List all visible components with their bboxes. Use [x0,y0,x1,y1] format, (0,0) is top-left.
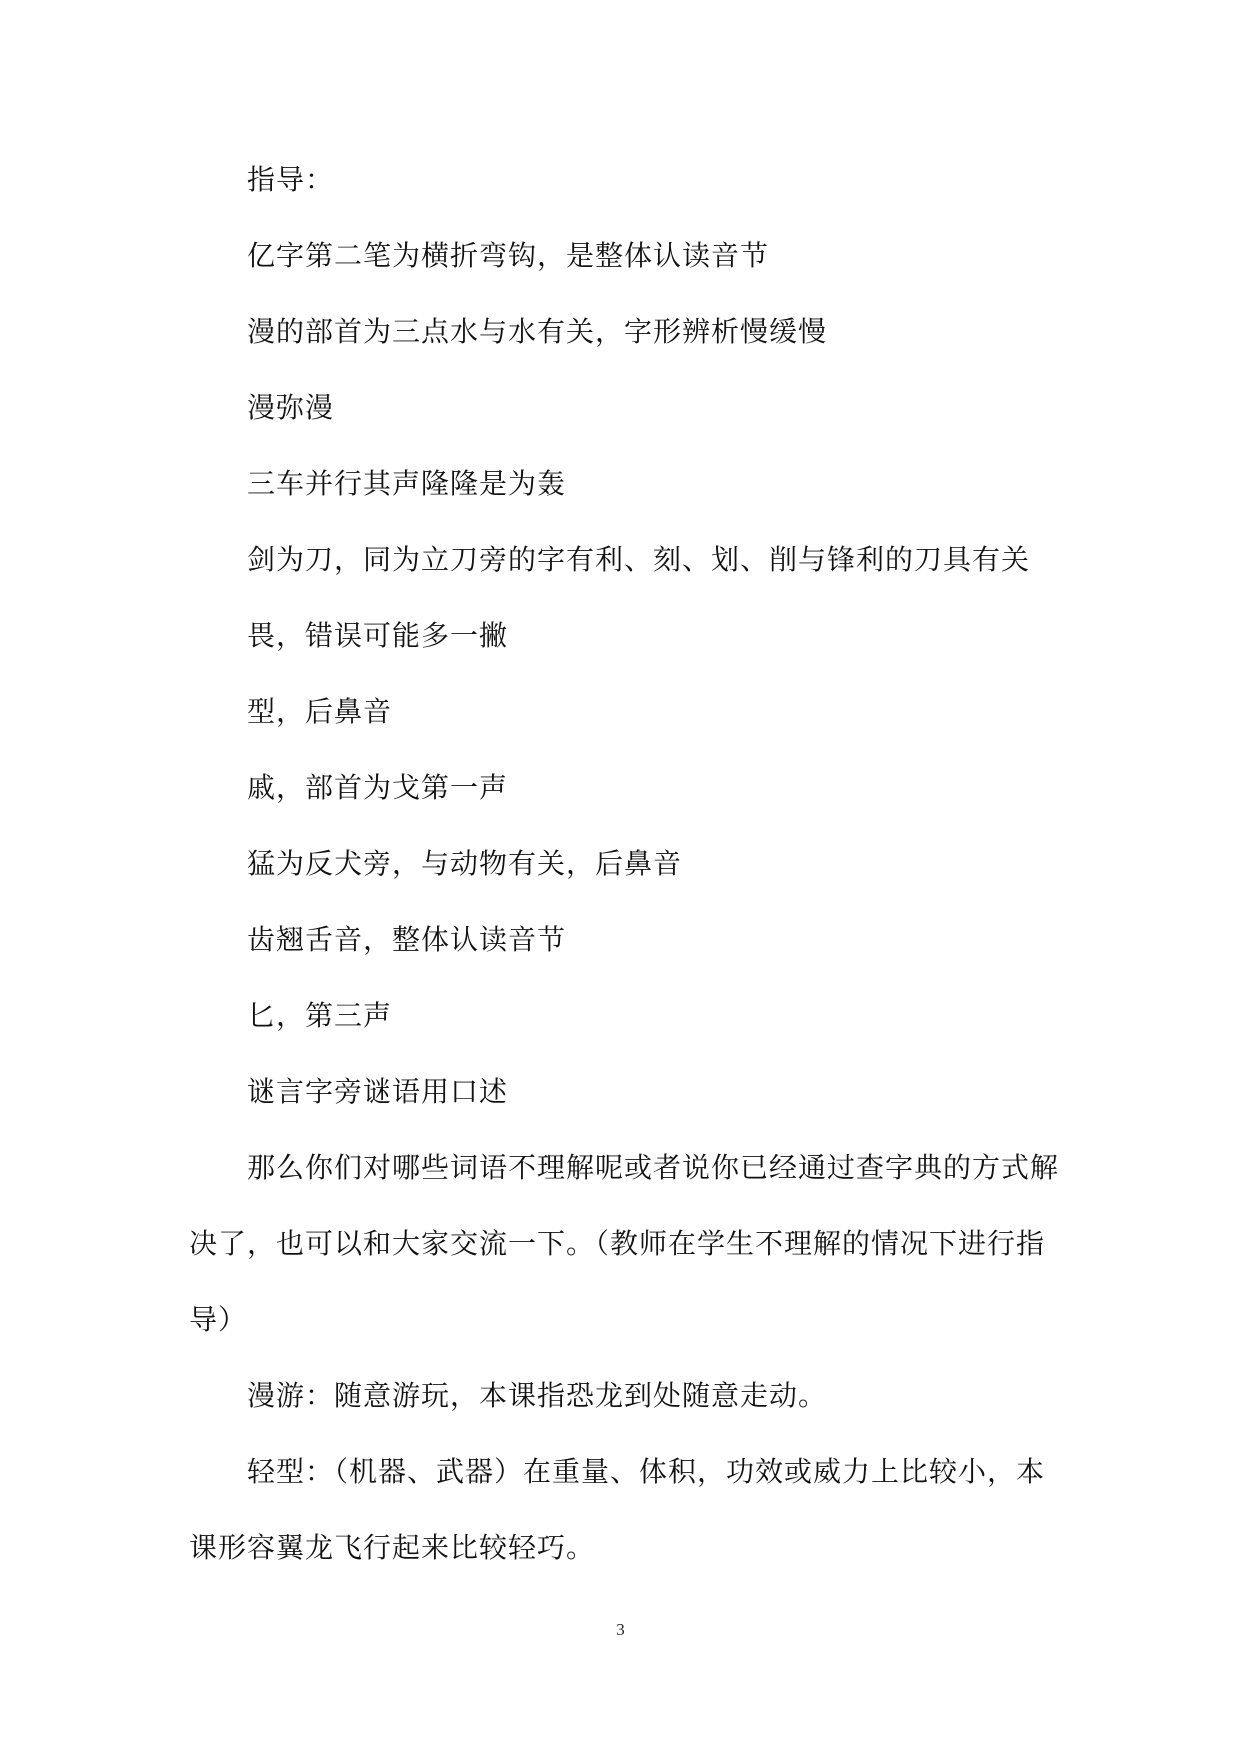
paragraph-jian-note: 剑为刀，同为立刀旁的字有利、刻、划、削与锋利的刀具有关 [247,543,1031,576]
paragraph-miman: 漫弥漫 [247,391,335,424]
paragraph-chi-note: 齿翘舌音，整体认读音节 [247,923,567,956]
document-body [189,142,1059,1586]
paragraph-vocabulary-discussion: 那么你们对哪些词语不理解呢或者说你已经通过查字典的方式解决了，也可以和大家交流一下。（教师在学生不理解的情况下进行指导） [189,1151,1060,1336]
paragraph-xing-note: 型，后鼻音 [247,695,393,728]
paragraph-hong-note: 三车并行其声隆隆是为轰 [247,467,567,500]
paragraph-man-note: 漫的部首为三点水与水有关，字形辨析慢缓慢 [247,315,828,348]
paragraph-mi-note: 谜言字旁谜语用口述 [247,1075,509,1108]
paragraph-guidance-heading: 指导： [247,163,335,196]
paragraph-bi-note: 匕，第三声 [247,999,393,1032]
paragraph-qingxing-definition: 轻型：（机器、武器）在重量、体积，功效或威力上比较小，本课形容翼龙飞行起来比较轻巧。 [189,1455,1046,1564]
paragraph-qi-note: 戚，部首为戈第一声 [247,771,509,804]
paragraph-yi-note: 亿字第二笔为横折弯钩，是整体认读音节 [247,239,770,272]
page-number: 3 [616,1620,625,1639]
paragraph-meng-note: 猛为反犬旁，与动物有关，后鼻音 [247,847,683,880]
paragraph-wei-note: 畏，错误可能多一撇 [247,619,509,652]
paragraph-manyou-definition: 漫游：随意游玩，本课指恐龙到处随意走动。 [247,1379,828,1412]
